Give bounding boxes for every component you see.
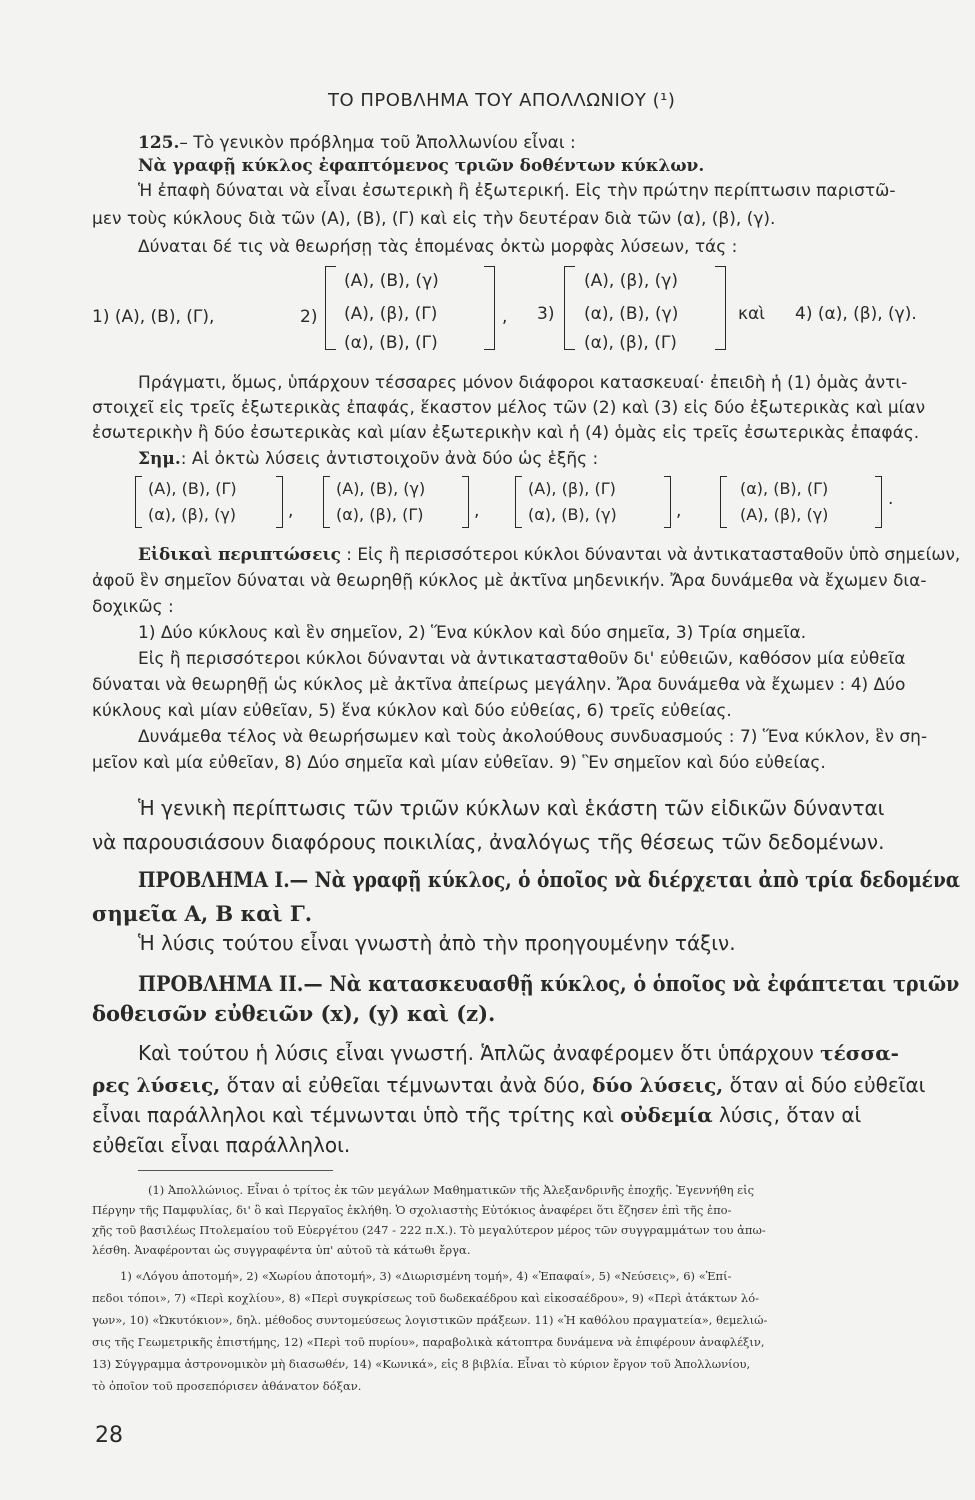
form-1: 1) (Α), (Β), (Γ), — [92, 307, 215, 327]
special-cases-line-8: Δυνάμεθα τέλος νὰ θεωρήσωμεν καὶ τοὺς ἀκολούθους συνδυασμούς : 7) Ἕνα κύκλον, ἓν ση- — [138, 727, 928, 747]
general-case-line-2: νὰ παρουσιάσουν διαφόρους ποικιλίας, ἀναλόγως τῆς θέσεως τῶν δεδομένων. — [92, 830, 885, 854]
para2-line-3: ἐσωτερικὴν ἢ δύο ἐσωτερικὰς καὶ μίαν ἐξωτερικὴν καὶ ἡ (4) ὁμὰς εἰς τρεῖς ἐσωτερικὰς ἐπαφάς. — [92, 423, 920, 443]
special-cases-line-4: 1) Δύο κύκλους καὶ ἓν σημεῖον, 2) Ἕνα κύκλον καὶ δύο σημεῖα, 3) Τρία σημεῖα. — [138, 623, 807, 643]
special-cases-label: Εἰδικαὶ περιπτώσεις — [138, 545, 341, 565]
note-label: Σημ. — [138, 449, 181, 469]
pair-3-bottom: (α), (Β), (γ) — [528, 505, 617, 524]
para2-line-2: στοιχεῖ εἰς τρεῖς ἐξωτερικὰς ἐπαφάς, ἕκαστον μέλος τῶν (2) καὶ (3) εἰς δύο ἐξωτερικὰς καὶ μίαν — [92, 398, 926, 418]
form-2-left-brace — [325, 266, 336, 350]
pair-1-left-brace — [135, 476, 142, 528]
special-cases-line-6: δύναται νὰ θεωρηθῇ ὡς κύκλος μὲ ἀκτῖνα ἀπείρως μεγάλην. Ἄρα δυνάμεθα νὰ ἔχωμεν : 4) Δύο — [92, 675, 906, 695]
pair-2-bottom: (α), (β), (Γ) — [336, 505, 424, 524]
footnote-rule — [138, 1170, 333, 1171]
pair-4-period: . — [888, 489, 894, 509]
pair-1-bottom: (α), (β), (γ) — [148, 505, 237, 524]
pair-4-right-brace — [875, 476, 882, 528]
footnote-line-8: σις τῆς Γεωμετρικῆς ἐπιστήμης, 12) «Περὶ τοῦ πυρίου», παραβολικὰ κάτοπτρα δυνάμενα νὰ ἐπιφέρουν ἀναφλέξιν, — [92, 1335, 765, 1349]
problem-2-line-1 — [138, 1040, 899, 1066]
intro-line-3: Ἡ ἐπαφὴ δύναται νὰ εἶναι ἐσωτερικὴ ἢ ἐξωτερική. Εἰς τὴν πρώτην περίπτωσιν παριστῶ- — [138, 181, 896, 201]
pair-2-right-brace — [462, 476, 469, 528]
note-line — [138, 448, 598, 470]
general-case-line-1: Ἡ γενικὴ περίπτωσις τῶν τριῶν κύκλων καὶ ἑκάστη τῶν εἰδικῶν δύνανται — [138, 796, 885, 820]
problem-2-bold-a: τέσσα- — [820, 1041, 899, 1065]
form-3-right-brace — [715, 266, 726, 350]
footnote-line-5: 1) «Λόγου ἀποτομή», 2) «Χωρίου ἀποτομή», 3) «Διωρισμένη τομή», 4) «Ἐπαφαί», 5) «Νεύσεις», 6) «Ἐπί- — [120, 1269, 732, 1283]
page-number: 28 — [95, 1423, 123, 1448]
form-4: 4) (α), (β), (γ). — [795, 304, 917, 324]
problem-2-text-a: Καὶ τούτου ἡ λύσις εἶναι γνωστή. Ἁπλῶς ἀναφέρομεν ὅτι ὑπάρχουν — [138, 1041, 821, 1065]
special-cases-line-2: ἀφοῦ ἓν σημεῖον δύναται νὰ θεωρηθῇ κύκλος μὲ ἀκτῖνα μηδενικήν. Ἄρα δυνάμεθα νὰ ἔχωμεν δια- — [92, 571, 927, 591]
special-cases-line-7: κύκλους καὶ μίαν εὐθεῖαν, 5) ἕνα κύκλον καὶ δύο εὐθείας, 6) τρεῖς εὐθείας. — [92, 701, 732, 721]
problem-2-text-e: λύσις, ὅταν αἱ — [712, 1103, 862, 1127]
page-title: ΤΟ ΠΡΟΒΛΗΜΑ ΤΟΥ ΑΠΟΛΛΩΝΙΟΥ (¹) — [328, 90, 676, 111]
form-conjunction: καὶ — [738, 304, 765, 324]
form-2-right-brace — [484, 266, 495, 350]
para2-line-1: Πράγματι, ὅμως, ὑπάρχουν τέσσαρες μόνον διάφοροι κατασκευαί· ἐπειδὴ ἡ (1) ὁμὰς ἀντι- — [138, 373, 908, 393]
pair-3-top: (Α), (β), (Γ) — [528, 479, 616, 498]
pair-3-comma: , — [676, 501, 682, 521]
note-text: : Αἱ ὀκτὼ λύσεις ἀντιστοιχοῦν ἀνὰ δύο ὡς ἑξῆς : — [180, 449, 599, 469]
special-cases-line-5: Εἰς ἢ περισσότεροι κύκλοι δύνανται νὰ ἀντικατασταθοῦν δι' εὐθειῶν, καθόσον μία εὐθεῖα — [138, 649, 906, 669]
problem-2-text-c: ὅταν αἱ δύο εὐθεῖαι — [723, 1073, 926, 1097]
problem-2-line-2 — [92, 1072, 925, 1098]
pair-2-comma: , — [474, 501, 480, 521]
pair-1-comma: , — [288, 501, 294, 521]
section-number: 125. — [138, 133, 180, 153]
form-separator: , — [502, 307, 508, 327]
pair-1-top: (Α), (Β), (Γ) — [148, 479, 237, 498]
problem-1-heading: ΠΡΟΒΛΗΜΑ Ι.— Νὰ γραφῇ κύκλος, ὁ ὁποῖος νὰ διέρχεται ἀπὸ τρία δεδομένα — [138, 867, 961, 892]
intro-line-1 — [138, 132, 576, 154]
pair-4-bottom: (Α), (β), (γ) — [740, 505, 829, 524]
form-2-row-2: (Α), (β), (Γ) — [344, 304, 438, 324]
special-cases-line-1 — [138, 544, 960, 566]
footnote-line-2: Πέργην τῆς Παμφυλίας, δι' ὃ καὶ Περγαῖος ἐκλήθη. Ὁ σχολιαστὴς Εὐτόκιος ἀναφέρει ὅτι ἔζησεν ἐπὶ τῆς ἐπο- — [92, 1203, 732, 1217]
form-3-left-brace — [564, 266, 575, 350]
problem-statement: Νὰ γραφῇ κύκλος ἐφαπτόμενος τριῶν δοθέντων κύκλων. — [138, 156, 705, 176]
footnote-line-4: λέσθη. Ἀναφέρονται ὡς συγγραφέντα ὑπ' αὐτοῦ τὰ κάτωθι ἔργα. — [92, 1243, 471, 1257]
problem-2-line-4: εὐθεῖαι εἶναι παράλληλοι. — [92, 1133, 351, 1157]
intro-line-5: Δύναται δέ τις νὰ θεωρήσῃ τὰς ἑπομένας ὀκτὼ μορφὰς λύσεων, τάς : — [138, 237, 738, 257]
problem-2-heading: ΠΡΟΒΛΗΜΑ ΙΙ.— Νὰ κατασκευασθῇ κύκλος, ὁ ὁποῖος νὰ ἐφάπτεται τριῶν — [138, 971, 960, 996]
form-2-row-1: (Α), (Β), (γ) — [344, 271, 439, 291]
form-3-row-2: (α), (Β), (γ) — [584, 304, 679, 324]
form-2-label: 2) — [300, 307, 318, 327]
problem-2-bold-b: ρες λύσεις, — [92, 1073, 221, 1097]
problem-2-bold-c: δύο λύσεις, — [592, 1073, 724, 1097]
footnote-line-10: τὸ ὁποῖον τοῦ προσεπόρισεν ἀθάνατον δόξαν. — [92, 1379, 362, 1393]
pair-3-left-brace — [515, 476, 522, 528]
special-cases-line-3: δοχικῶς : — [92, 597, 174, 617]
problem-2-text-b: ὅταν αἱ εὐθεῖαι τέμνωνται ἀνὰ δύο, — [220, 1073, 593, 1097]
problem-1-heading-cont: σημεῖα Α, Β καὶ Γ. — [92, 901, 313, 926]
form-3-row-3: (α), (β), (Γ) — [584, 333, 677, 353]
problem-1-text: Ἡ λύσις τούτου εἶναι γνωστὴ ἀπὸ τὴν προηγουμένην τάξιν. — [138, 931, 736, 955]
pair-1-right-brace — [276, 476, 283, 528]
form-2-row-3: (α), (Β), (Γ) — [344, 333, 438, 353]
pair-4-top: (α), (Β), (Γ) — [740, 479, 829, 498]
form-3-label: 3) — [537, 304, 555, 324]
footnote-line-6: πεδοι τόποι», 7) «Περὶ κοχλίου», 8) «Περὶ συγκρίσεως τοῦ δωδεκαέδρου καὶ εἰκοσαέδρου», 9) «Περὶ ἀτάκτων λό- — [92, 1291, 760, 1305]
footnote-line-7: γων», 10) «Ὠκυτόκιον», δηλ. μέθοδος συντομεύσεως λογιστικῶν πράξεων. 11) «Ἡ καθόλου πραγματεία», θεμελιώ- — [92, 1313, 768, 1327]
pair-2-left-brace — [323, 476, 330, 528]
footnote-line-3: χῆς τοῦ βασιλέως Πτολεμαίου τοῦ Εὐεργέτου (247 - 222 π.Χ.). Τὸ μεγαλύτερον μέρος τῶν συγγραμμάτων του ἀπω- — [92, 1223, 766, 1237]
footnote-line-9: 13) Σύγγραμμα ἀστρονομικὸν μὴ διασωθέν, 14) «Κωνικά», εἰς 8 βιβλία. Εἶναι τὸ κύριον ἔργον τοῦ Ἀπολλωνίου, — [92, 1357, 751, 1371]
pair-2-top: (Α), (Β), (γ) — [336, 479, 426, 498]
problem-2-bold-d: οὐδεμία — [620, 1103, 713, 1127]
pair-3-right-brace — [664, 476, 671, 528]
problem-2-text-d: εἶναι παράλληλοι καὶ τέμνωνται ὑπὸ τῆς τρίτης καὶ — [92, 1103, 621, 1127]
intro-text: – Τὸ γενικὸν πρόβλημα τοῦ Ἀπολλωνίου εἶναι : — [179, 133, 576, 153]
problem-2-heading-cont: δοθεισῶν εὐθειῶν (x), (y) καὶ (z). — [92, 1001, 496, 1026]
special-cases-line-9: μεῖον καὶ μία εὐθεῖαν, 8) Δύο σημεῖα καὶ μίαν εὐθεῖαν. 9) Ἓν σημεῖον καὶ δύο εὐθείας. — [92, 753, 826, 773]
pair-4-left-brace — [720, 476, 727, 528]
problem-2-line-3 — [92, 1102, 861, 1128]
footnote-line-1: (1) Ἀπολλώνιος. Εἶναι ὁ τρίτος ἐκ τῶν μεγάλων Μαθηματικῶν τῆς Ἀλεξανδρινῆς ἐποχῆς. Ἐγεννήθη εἰς — [148, 1183, 755, 1197]
special-cases-text: : Εἰς ἢ περισσότεροι κύκλοι δύνανται νὰ ἀντικατασταθοῦν ὑπὸ σημείων, — [340, 545, 961, 565]
intro-line-4: μεν τοὺς κύκλους διὰ τῶν (Α), (Β), (Γ) καὶ εἰς τὴν δευτέραν διὰ τῶν (α), (β), (γ). — [92, 209, 776, 229]
form-3-row-1: (Α), (β), (γ) — [584, 271, 678, 291]
